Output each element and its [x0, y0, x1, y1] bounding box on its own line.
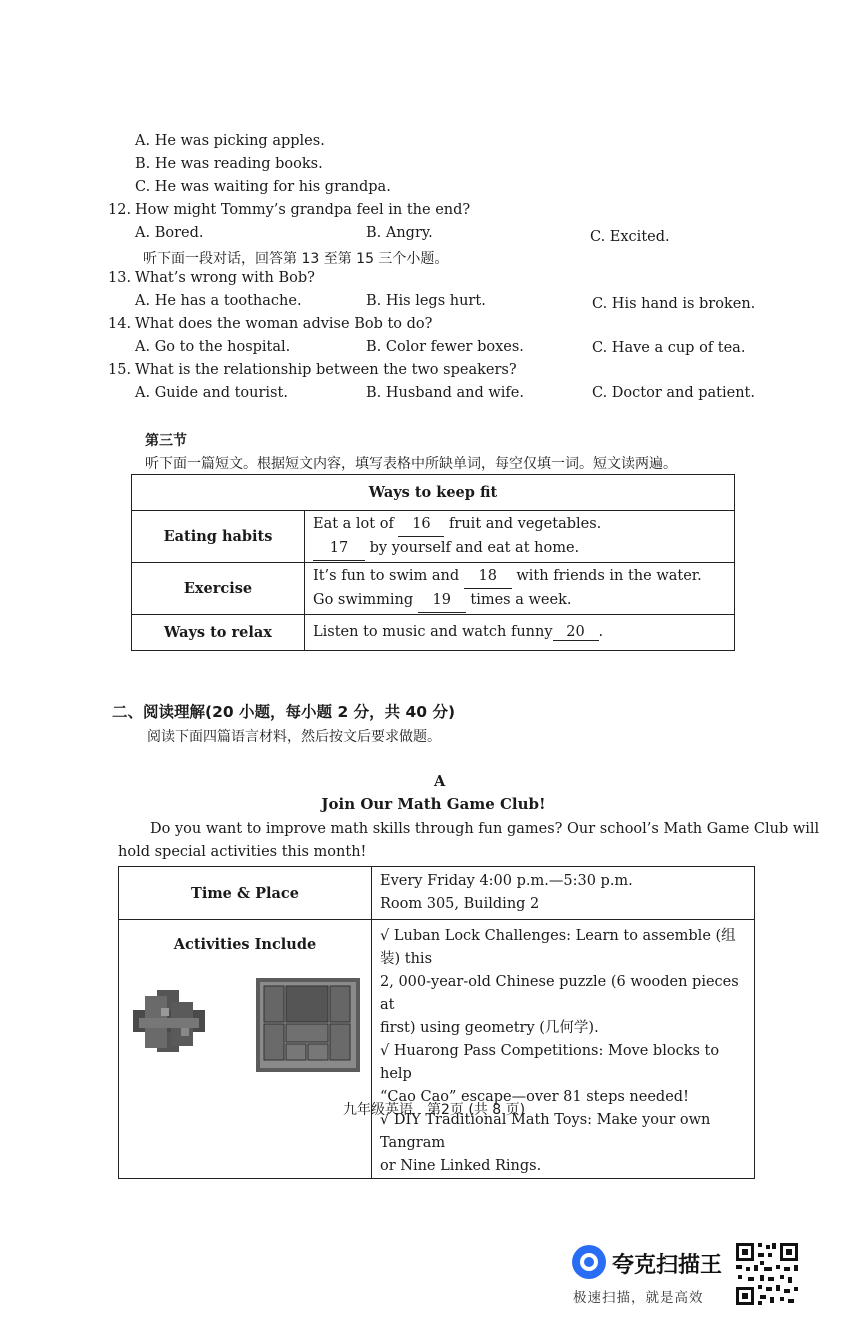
q15-number: 15. — [108, 362, 132, 378]
q11-option-c: C. He was waiting for his grandpa. — [135, 179, 391, 195]
blank-18[interactable]: 18 — [464, 565, 512, 589]
section3-heading: 第三节 — [145, 433, 187, 449]
q14-option-a: A. Go to the hospital. — [135, 339, 291, 355]
text: . — [598, 624, 604, 640]
section3-instruction: 听下面一篇短文。根据短文内容，填写表格中所缺单词，每空仅填一词。短文读两遍。 — [145, 456, 677, 472]
q15-option-b: B. Husband and wife. — [366, 385, 524, 401]
time-text: Every Friday 4:00 p.m.—5:30 p.m. — [380, 873, 633, 889]
q14-option-b: B. Color fewer boxes. — [366, 339, 524, 355]
blank-20[interactable]: 20 — [553, 624, 599, 641]
activity-line: or Nine Linked Rings. — [380, 1158, 542, 1174]
text: with friends in the water. — [516, 567, 702, 584]
watermark-brand: 夸克扫描王 — [612, 1253, 723, 1278]
huarong-pass-image — [256, 978, 360, 1072]
text: Eat a lot of — [313, 515, 394, 532]
time-place-content — [372, 867, 755, 920]
q12-option-a: A. Bored. — [135, 225, 204, 241]
table-row — [119, 867, 755, 920]
passage-intro-line2: hold special activities this month! — [118, 844, 367, 860]
passage-letter: A — [434, 773, 446, 790]
q13-number: 13. — [108, 270, 132, 286]
q11-option-b: B. He was reading books. — [135, 156, 323, 172]
row-content-eating — [305, 511, 735, 563]
time-place-label: Time & Place — [119, 867, 372, 920]
place-text: Room 305, Building 2 — [380, 896, 540, 912]
q12-option-b: B. Angry. — [366, 225, 433, 241]
luban-lock-image — [131, 988, 211, 1058]
text: times a week. — [470, 591, 572, 608]
instruction-13-15: 听下面一段对话，回答第 13 至第 15 三个小题。 — [143, 251, 449, 267]
watermark-slogan: 极速扫描，就是高效 — [573, 1290, 704, 1306]
part2-heading: 二、阅读理解(20 小题，每小题 2 分，共 40 分) — [112, 703, 456, 721]
text: by yourself and eat at home. — [369, 539, 580, 556]
text: Listen to music and watch funny — [313, 624, 553, 640]
activities-cell — [119, 920, 372, 1179]
blank-16[interactable]: 16 — [398, 513, 444, 537]
q13-text: What’s wrong with Bob? — [135, 270, 315, 286]
activities-content — [372, 920, 755, 1179]
table-title: Ways to keep fit — [132, 475, 735, 511]
q11-option-a: A. He was picking apples. — [135, 133, 325, 149]
activity-line: first) using geometry (几何学). — [380, 1020, 599, 1036]
passage-title: Join Our Math Game Club! — [321, 795, 546, 813]
activity-line: 2, 000-year-old Chinese puzzle (6 wooden pieces at — [380, 974, 739, 1013]
q14-number: 14. — [108, 316, 132, 332]
q13-option-c: C. His hand is broken. — [592, 296, 756, 312]
q15-option-a: A. Guide and tourist. — [135, 385, 288, 401]
q14-option-c: C. Have a cup of tea. — [592, 340, 746, 356]
row-content-relax — [305, 615, 735, 651]
table-row — [132, 615, 735, 651]
row-content-exercise — [305, 563, 735, 615]
q12-text: How might Tommy’s grandpa feel in the end? — [135, 202, 471, 218]
activity-line: √ Huarong Pass Competitions: Move blocks to help — [380, 1043, 720, 1082]
ways-to-keep-fit-table — [131, 474, 735, 651]
row-label-exercise: Exercise — [132, 563, 305, 615]
row-label-eating: Eating habits — [132, 511, 305, 563]
q12-option-c: C. Excited. — [590, 229, 670, 245]
q12-number: 12. — [108, 202, 132, 218]
activity-line: “Cao Cao” escape—over 81 steps needed! — [380, 1089, 689, 1105]
part2-instruction: 阅读下面四篇语言材料，然后按文后要求做题。 — [147, 729, 441, 745]
q14-text: What does the woman advise Bob to do? — [135, 316, 433, 332]
text: Go swimming — [313, 591, 414, 608]
qr-code-icon — [734, 1241, 800, 1307]
page-footer: 九年级英语 第2页 (共 8 页) — [343, 1102, 526, 1118]
q15-option-c: C. Doctor and patient. — [592, 385, 755, 401]
club-info-table — [118, 866, 755, 1179]
activities-label: Activities Include — [173, 936, 317, 953]
blank-19[interactable]: 19 — [418, 589, 466, 613]
text: fruit and vegetables. — [449, 515, 602, 532]
blank-17[interactable]: 17 — [313, 537, 365, 561]
quark-logo-icon — [571, 1244, 607, 1280]
q13-option-b: B. His legs hurt. — [366, 293, 486, 309]
q13-option-a: A. He has a toothache. — [135, 293, 302, 309]
table-row — [119, 920, 755, 1179]
row-label-relax: Ways to relax — [132, 615, 305, 651]
table-row — [132, 563, 735, 615]
text: It’s fun to swim and — [313, 567, 460, 584]
activity-line: √ DIY Traditional Math Toys: Make your own Tangram — [380, 1112, 711, 1151]
activity-line: √ Luban Lock Challenges: Learn to assemble (组装) this — [380, 928, 736, 967]
q15-text: What is the relationship between the two speakers? — [135, 362, 517, 378]
passage-intro-line1: Do you want to improve math skills through fun games? Our school’s Math Game Club will — [150, 821, 820, 837]
table-row — [132, 511, 735, 563]
